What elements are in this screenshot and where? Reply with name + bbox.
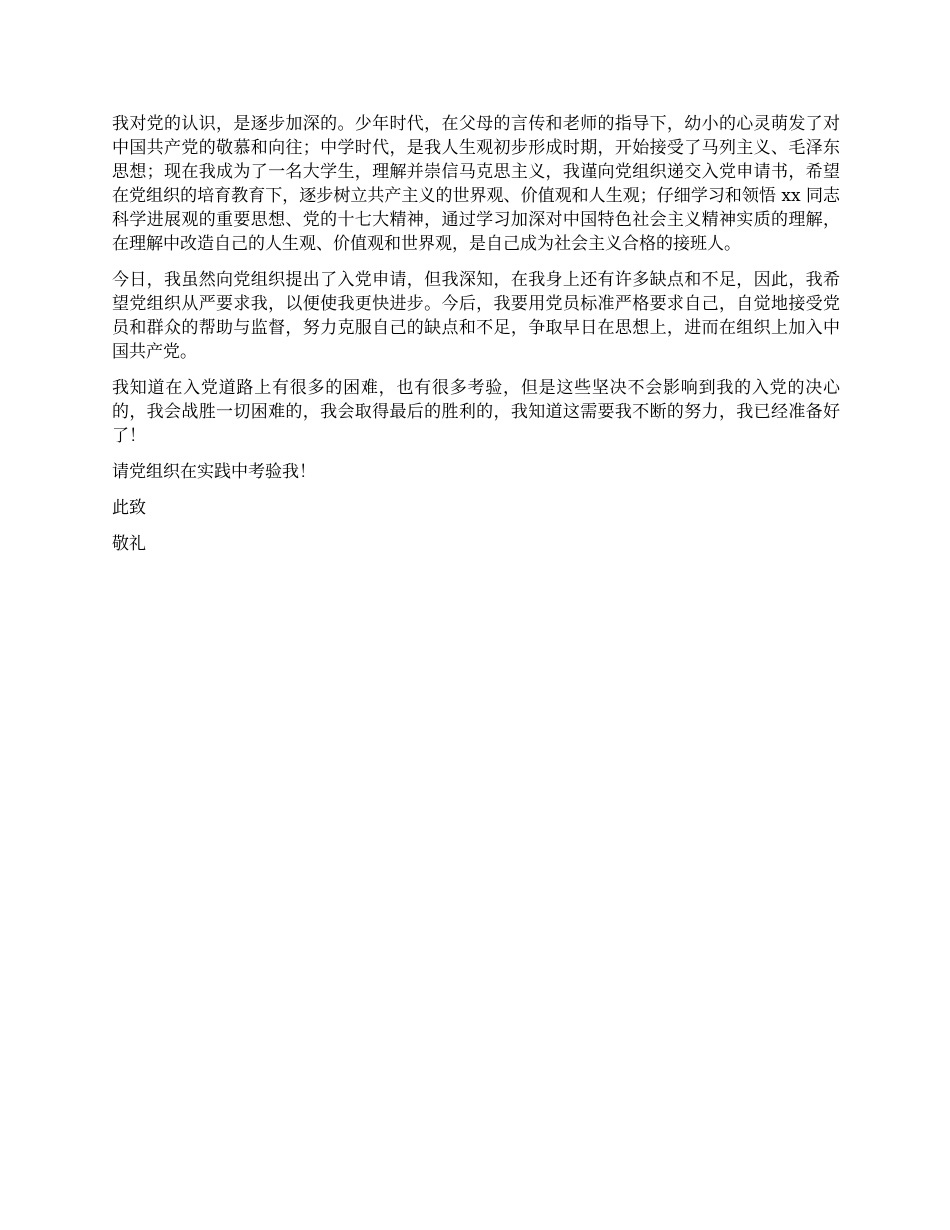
paragraph-1: 我对党的认识，是逐步加深的。少年时代，在父母的言传和老师的指导下，幼小的心灵萌发了对中国共产党的敬慕和向往；中学时代，是我人生观初步形成时期，开始接受了马列主义、毛泽东思想；现在我成为了一名大学生，理解并崇信马克思主义，我谨向党组织递交入党申请书，希望在党组织的培育教育下，逐步树立共产主义的世界观、价值观和人生观；仔细学习和领悟 xx 同志科学进展观的重要思想、党的十七大精神，通过学习加深对中国特色社会主义精神实质的理解，在理解中改造自己的人生观、价值观和世界观，是自己成为社会主义合格的接班人。: [112, 114, 840, 254]
document-body: [112, 112, 840, 568]
paragraph-2: 今日，我虽然向党组织提出了入党申请，但我深知，在我身上还有许多缺点和不足，因此，我希望党组织从严要求我，以便使我更快进步。今后，我要用党员标准严格要求自己，自觉地接受党员和群众的帮助与监督，努力克服自己的缺点和不足，争取早日在思想上，进而在组织上加入中国共产党。: [112, 270, 840, 362]
closing-regards: 敬礼: [112, 534, 146, 554]
paragraph-3: 我知道在入党道路上有很多的困难，也有很多考验，但是这些坚决不会影响到我的入党的决心的，我会战胜一切困难的，我会取得最后的胜利的，我知道这需要我不断的努力，我已经准备好了！: [112, 378, 840, 446]
closing-salutation: 此致: [112, 498, 146, 518]
paragraph-4: 请党组织在实践中考验我！: [112, 462, 316, 482]
